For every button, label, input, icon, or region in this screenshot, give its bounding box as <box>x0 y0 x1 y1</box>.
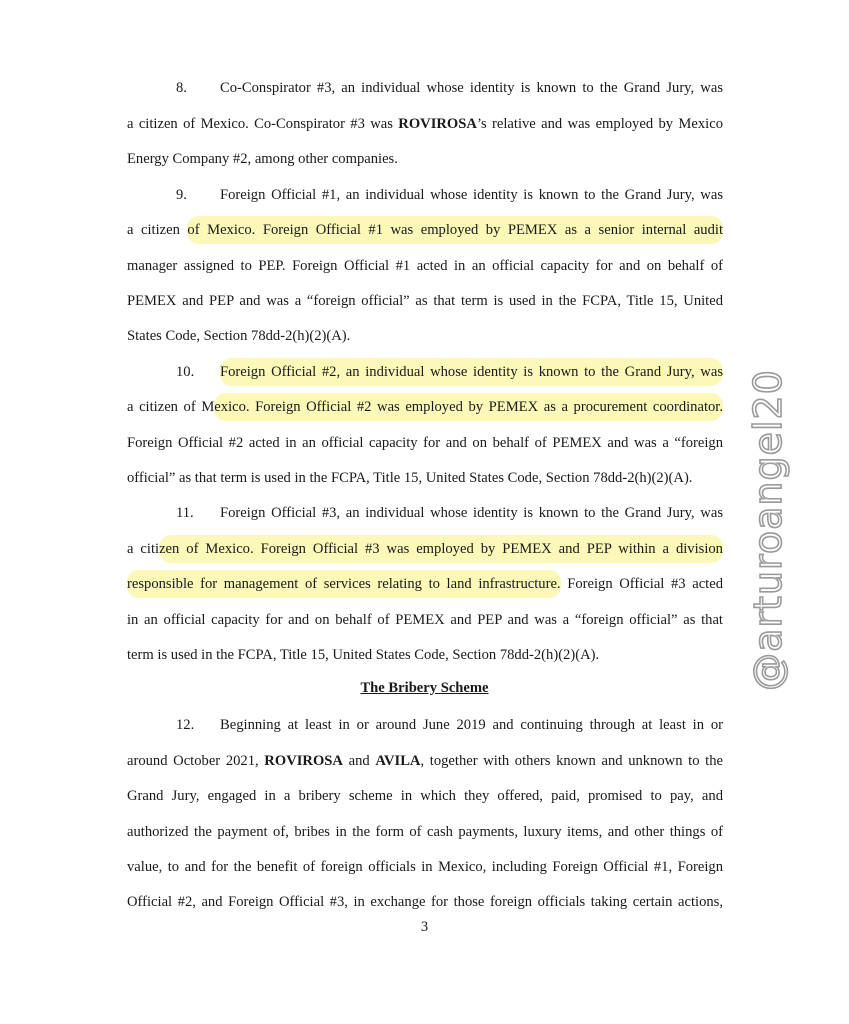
paragraph-10-line-2: a citizen of Mexico. Foreign Official #2 was employed by PEMEX as a procurement coordinator. <box>127 397 723 417</box>
paragraph-11-line-5: term is used in the FCPA, Title 15, United States Code, Section 78dd-2(h)(2)(A). <box>127 647 600 663</box>
paragraph-9-line-4: PEMEX and PEP and was a “foreign official” as that term is used in the FCPA, Title 15, United <box>127 293 723 309</box>
defendant-name: AVILA <box>375 753 421 769</box>
paragraph-8-line-1: 8. Co-Conspirator #3, an individual whose identity is known to the Grand Jury, was <box>176 80 723 96</box>
paragraph-9-line-2: a citizen of Mexico. Foreign Official #1 was employed by PEMEX as a senior internal audit <box>127 220 723 240</box>
paragraph-11-line-1: 11. Foreign Official #3, an individual whose identity is known to the Grand Jury, was <box>176 505 723 521</box>
paragraph-number: 9. <box>176 187 187 203</box>
defendant-name: ROVIROSA <box>264 753 343 769</box>
highlighted-text: zen of Mexico. Foreign Official #3 was employed by PEMEX and PEP within a division <box>159 535 723 563</box>
paragraph-12-line-5: value, to and for the benefit of foreign officials in Mexico, including Foreign Official #1, Foreign <box>127 859 723 875</box>
watermark <box>748 370 788 690</box>
paragraph-9-line-3: manager assigned to PEP. Foreign Official #1 acted in an official capacity for and on behalf of <box>127 258 723 274</box>
defendant-name: ROVIROSA <box>398 116 477 132</box>
page-number: 3 <box>420 919 429 935</box>
highlighted-text: of Mexico. Foreign Official #1 was employed by PEMEX as a senior internal audit <box>187 216 723 244</box>
paragraph-11-line-4: in an official capacity for and on behalf of PEMEX and PEP and was a “foreign official” as that <box>127 612 723 628</box>
paragraph-number: 11. <box>176 505 194 521</box>
section-heading: The Bribery Scheme <box>360 680 489 696</box>
paragraph-8-line-2: a citizen of Mexico. Co-Conspirator #3 was ROVIROSA’s relative and was employed by Mexico <box>127 116 723 132</box>
paragraph-8-line-3: Energy Company #2, among other companies. <box>127 151 398 167</box>
paragraph-12-line-6: Official #2, and Foreign Official #3, in exchange for those foreign officials taking certain actions, <box>127 894 723 910</box>
highlighted-text: exico. Foreign Official #2 was employed by PEMEX as a procurement coordinator. <box>214 393 723 421</box>
paragraph-9-line-5: States Code, Section 78dd-2(h)(2)(A). <box>127 328 351 344</box>
highlighted-text: responsible for management of services relating to land infrastructure. <box>127 570 561 598</box>
paragraph-number: 8. <box>176 80 187 96</box>
paragraph-12-line-1: 12. Beginning at least in or around June 2019 and continuing through at least in or <box>176 717 723 733</box>
paragraph-11-line-2: a citizen of Mexico. Foreign Official #3 was employed by PEMEX and PEP within a division <box>127 539 723 559</box>
paragraph-10-line-4: official” as that term is used in the FCPA, Title 15, United States Code, Section 78dd-2(h)(2)(A). <box>127 470 693 486</box>
highlighted-text: Foreign Official #2, an individual whose identity is known to the Grand Jury, was <box>220 358 723 386</box>
paragraph-12-line-2: around October 2021, ROVIROSA and AVILA, together with others known and unknown to the <box>127 753 723 769</box>
paragraph-12-line-4: authorized the payment of, bribes in the form of cash payments, luxury items, and other things of <box>127 824 723 840</box>
paragraph-10-line-3: Foreign Official #2 acted in an official capacity for and on behalf of PEMEX and was a “foreign <box>127 435 723 451</box>
watermark-text: @arturoangel20 <box>746 369 790 691</box>
paragraph-11-line-3: responsible for management of services relating to land infrastructure. Foreign Official #3 acted <box>127 574 723 594</box>
paragraph-number: 10. <box>176 364 195 380</box>
paragraph-number: 12. <box>176 717 195 733</box>
paragraph-9-line-1: 9. Foreign Official #1, an individual whose identity is known to the Grand Jury, was <box>176 187 723 203</box>
paragraph-10-line-1 <box>176 362 723 382</box>
paragraph-12-line-3: Grand Jury, engaged in a bribery scheme in which they offered, paid, promised to pay, and <box>127 788 723 804</box>
